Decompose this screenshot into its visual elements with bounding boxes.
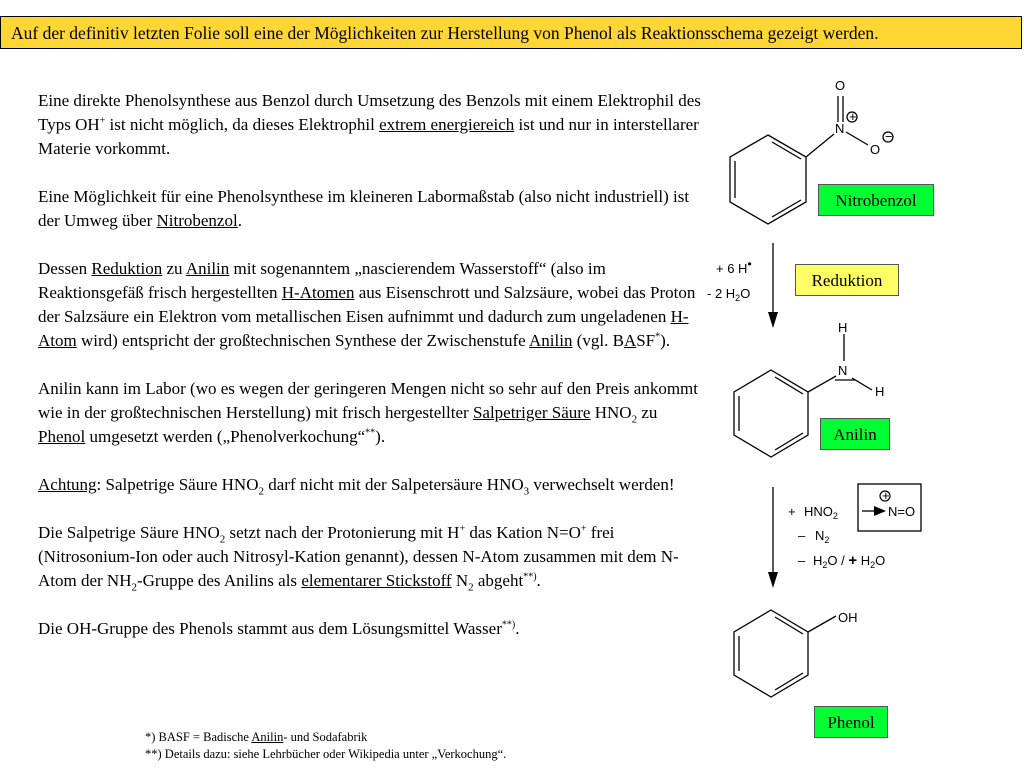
link-nitrobenzol[interactable]: Nitrobenzol	[156, 211, 238, 230]
phenol-structure	[734, 610, 836, 697]
atom-n-nitro: N	[835, 121, 845, 136]
footnote-basf: *) BASF = Badische Anilin- und Sodafabrik	[145, 730, 368, 744]
water-exchange: $H_2O$ / + $H_2O$	[813, 552, 886, 570]
link-reduktion[interactable]: Reduktion	[91, 259, 163, 278]
benzene-ring-1	[730, 135, 806, 224]
plus-sign: +	[882, 488, 890, 503]
plus-sign: +	[849, 109, 857, 124]
link-extrem-energiereich[interactable]: extrem energiereich	[379, 115, 515, 134]
footnote-verkochung: **) Details dazu: siehe Lehrbücher oder Wikipedia unter „Verkochung“.	[145, 747, 507, 761]
double-bond	[775, 377, 803, 394]
link-h-atom[interactable]: H-Atom	[38, 307, 689, 350]
paragraph-5: Achtung: Salpetrige Säure $HNO_2$ darf nicht mit der Salpetersäure $HNO_3$ verwechselt werden!	[38, 475, 675, 498]
byproduct-minus: –	[798, 553, 806, 568]
benzene-ring-3	[734, 610, 808, 697]
link-anilin[interactable]: Anilin	[185, 259, 230, 278]
double-bond	[772, 142, 801, 159]
reaction-arrow-1	[768, 243, 778, 328]
reagent-plus: +	[788, 504, 796, 519]
bond-c-n	[808, 376, 836, 392]
byproduct-n2: $N_2$	[815, 528, 830, 545]
link-h-atomen[interactable]: H-Atomen	[281, 283, 355, 302]
bond-c-n	[806, 134, 834, 157]
paragraph-3: Dessen Reduktion zu Anilin mit sogenanntem „nascierendem Wasserstoff“ (also im Reaktionsgefäß frisch hergestellten H-Atomen aus Eisenschrott und Salzsäure, wobei das Proton der Salzsäure ein Elektron vom metallischen Eisen aufnimmt und dadurch zum ungeladenen H-Atom wird) entspricht der großtechnischen Synthese der Zwischenstufe Anilin (vgl. BASF*).	[38, 259, 696, 350]
link-elementarer-stickstoff[interactable]: elementarer Stickstoff	[301, 571, 452, 590]
link-achtung[interactable]: Achtung	[38, 475, 97, 494]
atom-h-right: H	[875, 384, 885, 399]
link-anilin-footnote[interactable]: Anilin	[251, 730, 284, 744]
paragraph-4: Anilin kann im Labor (wo es wegen der geringeren Mengen nicht so sehr auf den Preis ankommt wie in der großtechnischen Herstellung) mit frisch hergestellter Salpetriger Säure $HNO_2$ zu Phenol umgesetzt werden („Phenolverkochung“**).	[38, 379, 698, 446]
link-phenol[interactable]: Phenol	[38, 427, 86, 446]
reagent-minus-water: - 2 $H_2O$	[707, 286, 751, 303]
paragraph-7: Die OH-Gruppe des Phenols stammt aus dem Lösungsmittel Wasser**).	[38, 619, 520, 638]
atom-n-amine: N	[838, 363, 848, 378]
double-bond	[772, 200, 801, 217]
label-phenol: Phenol	[814, 706, 888, 738]
double-bond	[775, 433, 803, 450]
benzene-ring-2	[734, 370, 808, 457]
paragraph-6: Die Salpetrige Säure $HNO_2$ setzt nach der Protonierung mit H+ das Kation N=O+ frei (Nitrosonium-Ion oder auch Nitrosyl-Kation genannt), dessen N-Atom zusammen mit dem N-Atom der $NH_2$-Gruppe des Anilins als elementarer Stickstoff $N_2$ abgeht**).	[38, 523, 679, 594]
label-reduktion: Reduktion	[795, 264, 899, 296]
label-anilin: Anilin	[820, 418, 890, 450]
bond-c-o	[808, 616, 836, 632]
reagent-6h: + 6 H•	[716, 257, 752, 276]
link-salpetriger-saeure[interactable]: Salpetriger Säure	[472, 403, 591, 422]
phenol-oh-group: OH	[838, 610, 858, 625]
double-bond	[775, 617, 803, 634]
byproduct-minus: –	[798, 528, 806, 543]
reagent-hno2: $HNO_2$	[804, 504, 838, 521]
nitrosonium-ion: N=O	[888, 504, 916, 519]
atom-o-single: O	[870, 142, 881, 157]
reaction-arrow-2	[768, 487, 778, 588]
double-bond	[775, 673, 803, 690]
paragraph-2: Eine Möglichkeit für eine Phenolsynthese im kleineren Labormaßstab (also nicht industriell) ist der Umweg über Nitrobenzol.	[38, 187, 690, 230]
minus-sign: −	[885, 129, 893, 144]
atom-h-top: H	[838, 320, 848, 335]
slide-title-banner: Auf der definitiv letzten Folie soll eine der Möglichkeiten zur Herstellung von Phenol als Reaktionsschema gezeigt werden.	[0, 16, 1022, 49]
paragraph-1: Eine direkte Phenolsynthese aus Benzol durch Umsetzung des Benzols mit einem Elektrophil des Typs OH+ ist nicht möglich, da dieses Elektrophil extrem energiereich ist und nur in interstellarer Materie vorkommt.	[38, 91, 701, 158]
atom-o-double: O	[835, 78, 846, 93]
bond-n-o-single	[846, 132, 868, 145]
link-anilin-2[interactable]: Anilin	[529, 331, 573, 350]
label-nitrobenzol: Nitrobenzol	[818, 184, 934, 216]
